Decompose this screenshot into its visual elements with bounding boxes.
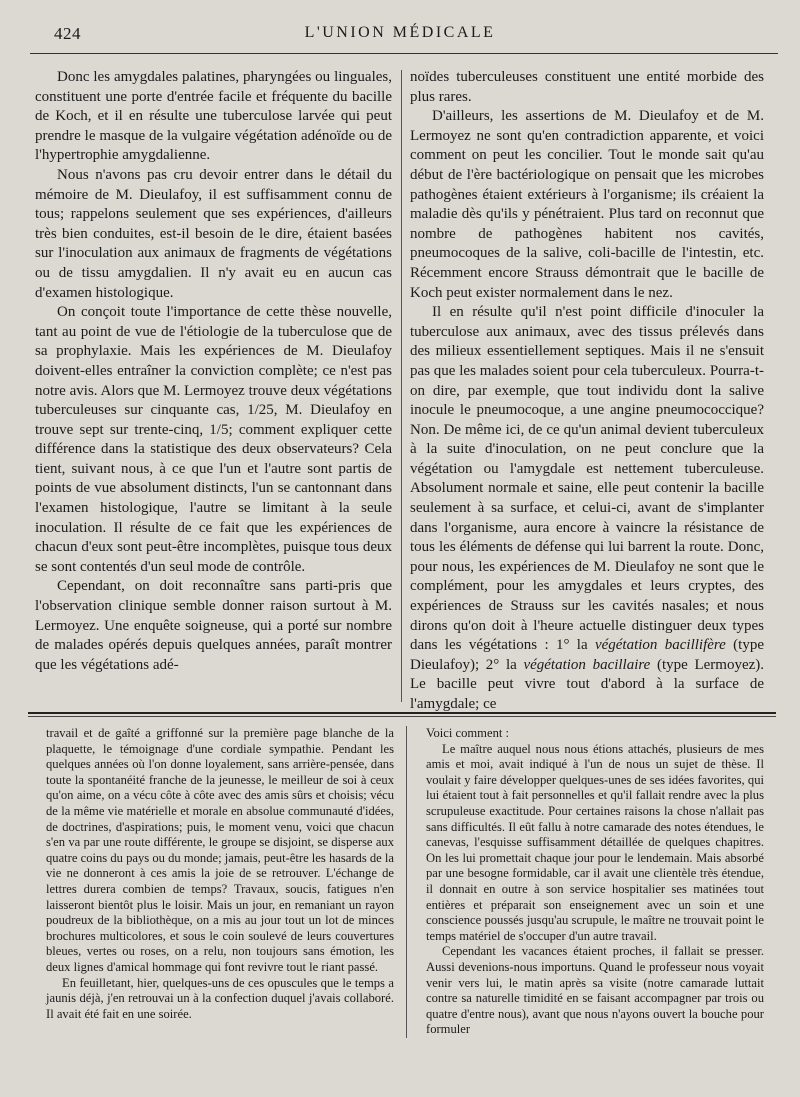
header-rule: [30, 53, 778, 54]
text-run: Il en résulte qu'il n'est point difficile d'inoculer la tuberculose aux animaux, avec des tissus prélevés dans des milieux essentiellement septiques. Mais il ne s'ensuit pas que les malades soient pour cela tuberculeux. Pourra-t-on dire, par exemple, que tout individu dont la salive inocule le pneumocoque, a une angine pneumococcique? Non. De même ici, de ce qu'un animal devient tuberculeux à la suite d'inoculation, on ne peut conclure que la végétation ou l'amygdale est nettement tuberculeuse. Absolument normale et saine, elle peut contenir la bacille seulement à sa surface, et celui-ci, avant de s'implanter dans l'organisme, aura encore à vaincre la résistance de tous les éléments de défense qui lui barrent la route. Donc, pour nous, les expériences de M. Dieulafoy ne sont que le complément, pour les amygdales et leurs cryptes, des expériences de Strauss sur les cavités nasales; et nous dirons qu'on doit à l'heure actuelle distinguer deux types dans les végétations : 1° la: [410, 304, 764, 654]
text-run: (type Lermoyez). Le bacille peut vivre tout d'abord à la surface de l'amygdale; ce: [410, 656, 765, 712]
italic-term: végétation bacillaire: [523, 656, 651, 673]
italic-term: végétation bacillifère: [594, 637, 726, 654]
paragraph: noïdes tuberculeuses constituent une entité morbide des plus rares.: [410, 69, 764, 105]
text-run: (type Dieulafoy); 2° la: [410, 637, 764, 673]
paragraph: En feuilletant, hier, quelques-uns de ces opuscules que le temps a jaunis déjà, j'en retrouvai un à la confection duquel j'avais collaboré. Il avait été fait en une soirée.: [46, 975, 394, 1021]
paragraph: Nous n'avons pas cru devoir entrer dans le détail du mémoire de M. Dieulafoy, il est suffisamment connu de tous; rappelons seulement que ses expériences, d'ailleurs très bien conduites, est-il besoin de le dire, étaient basées sur l'inoculation aux animaux de fragments de végétations ou de tissu amygdalien. Il n'y avait eu en aucun cas d'examen histologique.: [35, 166, 392, 301]
feuilleton-left-column: [46, 726, 394, 1022]
running-title: L'UNION MÉDICALE: [304, 24, 496, 41]
paragraph: Donc les amygdales palatines, pharyngées ou linguales, constituent une porte d'entrée facile et fréquente du bacille de Koch, et il en résulte une tuberculose larvée qui peut prendre le masque de la vulgaire végétation adénoïde ou de l'hypertrophie amygdalienne.: [35, 69, 392, 164]
feuilleton-divider: [406, 726, 407, 1038]
page-number: 424: [54, 24, 81, 43]
feuilleton-rule: [28, 712, 776, 714]
article-right-column: [410, 68, 764, 715]
paragraph: travail et de gaîté a griffonné sur la première page blanche de la plaquette, le témoignage d'une cordiale sympathie. Pendant les quelques années où l'on donne loyalement, sans arrière-pensée, dans toute la spontanéité franche de la jeunesse, le meilleur de soi à ceux qu'on aime, on a vécu côte à côte avec des amis sûrs et choisis; vécu de la même vie matérielle et morale en absolue communauté d'idées, de doctrines, d'aspirations; puis, le moment venu, voici que chacun s'en va par une route différente, le groupe se disjoint, se disperse aux quatre coins du pays ou du monde; jamais, peut-être les hasards de la vie ne donneront à ces amis la joie de se retrouver. L'échange de lettres durera combien de temps? Travaux, soucis, fatigues n'en laisseront bientôt plus le loisir. Mais un jour, en remaniant un rayon poudreux de la bibliothèque, on a mis au jour tout un lot de minces brochures multicolores, et sous le coin soulevé de leurs couvertures bleues, vertes ou roses, on a relu, non toujours sans émotion, les deux lignes d'amical hommage qui font revivre tout le riant passé.: [46, 726, 394, 974]
paragraph: D'ailleurs, les assertions de M. Dieulafoy et de M. Lermoyez ne sont qu'en contradiction apparente, et voici comment on peut les concilier. Tout le monde sait qu'au début de l'ère bactériologique on pensait que les microbes pathogènes étaient extérieurs à l'organisme; ils créaient la maladie dès qu'ils y pénétraient. Plus tard on reconnut que nombre de pathogènes habitent nos cavités, pneumocoques de la salive, coli-bacille de l'intestin, etc. Récemment encore Strauss démontrait que le bacille de Koch peut exister normalement dans le nez.: [410, 108, 764, 301]
column-divider: [401, 70, 402, 702]
article-left-column: [35, 68, 392, 675]
paragraph: Cependant les vacances étaient proches, il fallait se presser. Aussi devenions-nous importuns. Quand le professeur nous voyait venir vers lui, le matin après sa visite (notre camarade luttait contre sa naturelle timidité en se faisant accompagner par trois ou quatre d'entre nous), avant que nous n'ayons ouvert la bouche pour formuler: [426, 944, 764, 1037]
paragraph: Cependant, on doit reconnaître sans parti-pris que l'observation clinique semble donner raison surtout à M. Lermoyez. Une enquête soigneuse, qui a porté sur nombre de malades opérés depuis quelques années, paraît montrer que les végétations adé-: [35, 578, 392, 673]
paragraph: Voici comment :: [426, 726, 510, 740]
paragraph: On conçoit toute l'importance de cette thèse nouvelle, tant au point de vue de l'étiologie de la tuberculose que de sa prophylaxie. Mais les expériences de M. Dieulafoy doivent-elles entraîner la conviction complète; ce n'est pas notre avis. Alors que M. Lermoyez trouve deux végétations tuberculeuses sur cinquante cas, 1/25, M. Dieulafoy en trouve sept sur trente-cinq, 1/5; comment expliquer cette différence dans la statistique des deux observateurs? Cela tient, suivant nous, à ce que l'un et l'autre sont partis de points de vue absolument distincts, l'un se cantonnant dans l'examen histologique, l'autre se limitant à la seule inoculation. Il résulte de ce fait que les expériences de chacun d'eux sont peut-être incomplètes, puisque tous deux se sont contentés d'un seul mode de contrôle.: [35, 304, 392, 575]
feuilleton-rule-thin: [28, 716, 776, 717]
feuilleton-right-column: [426, 726, 764, 1038]
paragraph: [410, 303, 764, 714]
paragraph: Le maître auquel nous nous étions attachés, plusieurs de mes amis et moi, avait indiqué à l'un de nous un sujet de thèse. Il voulait y faire développer quelques-unes de ses idées favorites, qui lui étaient tout à fait personnelles et qu'il fallait rendre avec la plus scrupuleuse exactitude. Pour certaines raisons la chose n'allait pas sans difficultés. Il eût fallu à notre camarade des notes étendues, le canevas, l'esquisse suffisamment détaillée de quelques chapitres. On les lui promettait chaque jour pour le lendemain. Mais absorbé par une besogne formidable, car il avait une clientèle très étendue, il donnait en outre à son service hospitalier ses matinées tout entières et préparait son enseignement avec un soin et une conscience poussés jusqu'au scrupule, le maître ne trouvait point le temps matériel de s'occuper d'un autre travail.: [426, 741, 764, 943]
